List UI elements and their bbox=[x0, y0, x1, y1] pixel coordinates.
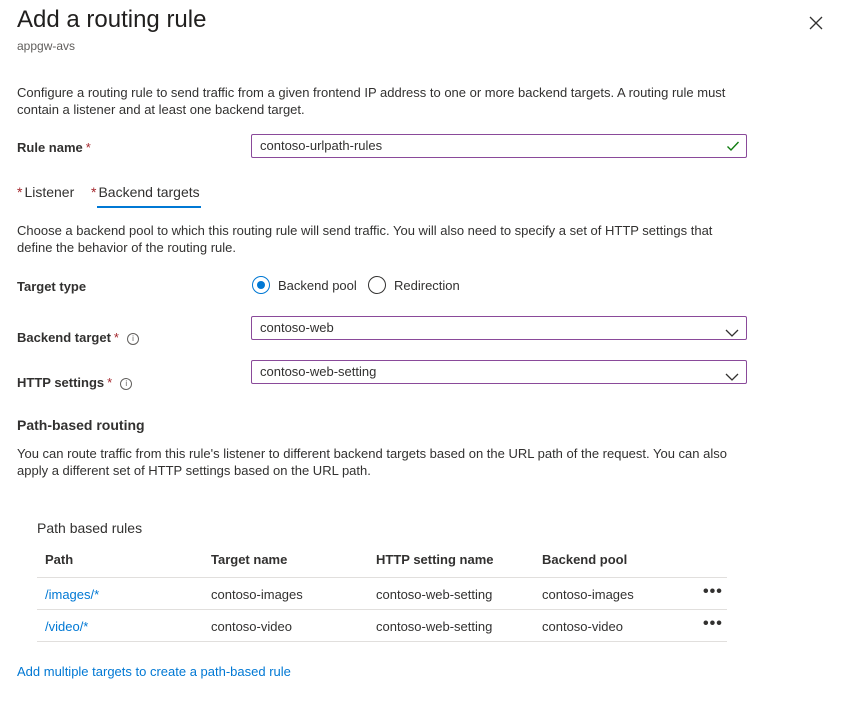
valid-check-icon bbox=[726, 138, 740, 152]
radio-redirection[interactable] bbox=[368, 275, 460, 295]
more-options-icon[interactable]: ••• bbox=[703, 583, 723, 600]
page-subtitle: appgw-avs bbox=[17, 39, 76, 53]
radio-redirection-label: Redirection bbox=[394, 277, 460, 293]
rule-name-value: contoso-urlpath-rules bbox=[260, 138, 383, 153]
required-mark: * bbox=[85, 140, 91, 155]
radio-backend-pool[interactable] bbox=[252, 275, 357, 295]
tab-listener-label: Listener bbox=[24, 184, 75, 200]
http-settings-dropdown[interactable] bbox=[251, 360, 747, 384]
backend-target-label bbox=[17, 330, 139, 345]
tab-listener[interactable] bbox=[17, 184, 74, 200]
tab-required-mark: * bbox=[91, 184, 97, 200]
intro-text: Configure a routing rule to send traffic from a given frontend IP address to one or more backend targets. A routing rule must contain a listener and at least one backend target. bbox=[17, 85, 726, 117]
column-header-backend-pool: Backend pool bbox=[542, 552, 628, 567]
table-divider bbox=[37, 577, 727, 578]
path-routing-description: You can route traffic from this rule's listener to different backend targets based on the URL path of the request. You can also apply a different set of HTTP settings based on the URL path. bbox=[17, 446, 727, 478]
more-options-icon[interactable]: ••• bbox=[703, 615, 723, 632]
tab-required-mark: * bbox=[17, 184, 23, 200]
rule-name-label-text: Rule name bbox=[17, 140, 83, 155]
chevron-down-icon bbox=[725, 367, 739, 377]
target-type-label: Target type bbox=[17, 279, 87, 294]
table-divider bbox=[37, 609, 727, 610]
radio-unselected-icon bbox=[368, 276, 386, 294]
backend-description: Choose a backend pool to which this routing rule will send traffic. You will also need to specify a set of HTTP settings that define the behavior of the routing rule. bbox=[17, 223, 713, 255]
info-icon[interactable]: i bbox=[127, 333, 139, 345]
active-tab-indicator bbox=[97, 206, 201, 208]
rule-name-label bbox=[17, 140, 91, 155]
required-mark: * bbox=[113, 330, 119, 345]
radio-selected-icon bbox=[252, 276, 270, 294]
backend-target-label-text: Backend target bbox=[17, 330, 111, 345]
http-settings-label bbox=[17, 375, 132, 390]
info-icon[interactable]: i bbox=[120, 378, 132, 390]
chevron-down-icon bbox=[725, 323, 739, 333]
table-cell-pool: contoso-images bbox=[542, 587, 634, 602]
path-routing-heading: Path-based routing bbox=[17, 417, 145, 433]
table-cell-setting: contoso-web-setting bbox=[376, 619, 493, 634]
http-settings-label-text: HTTP settings bbox=[17, 375, 105, 390]
add-multiple-targets-link[interactable]: Add multiple targets to create a path-based rule bbox=[17, 664, 291, 679]
column-header-target-name: Target name bbox=[211, 552, 288, 567]
table-cell-target: contoso-video bbox=[211, 619, 292, 634]
table-divider bbox=[37, 641, 727, 642]
rule-name-input[interactable] bbox=[251, 134, 747, 158]
page-title: Add a routing rule bbox=[17, 6, 207, 33]
path-link-images[interactable]: /images/* bbox=[45, 587, 100, 602]
http-settings-value: contoso-web-setting bbox=[260, 364, 377, 379]
radio-backend-pool-label: Backend pool bbox=[278, 277, 357, 293]
path-link-video[interactable]: /video/* bbox=[45, 619, 89, 634]
table-cell-setting: contoso-web-setting bbox=[376, 587, 493, 602]
close-icon[interactable] bbox=[806, 13, 826, 33]
tab-backend-targets[interactable] bbox=[91, 184, 200, 200]
backend-target-dropdown[interactable] bbox=[251, 316, 747, 340]
required-mark: * bbox=[107, 375, 113, 390]
column-header-http-setting: HTTP setting name bbox=[376, 552, 494, 567]
tab-backend-targets-label: Backend targets bbox=[98, 184, 200, 200]
table-cell-pool: contoso-video bbox=[542, 619, 623, 634]
backend-target-value: contoso-web bbox=[260, 320, 334, 335]
column-header-path: Path bbox=[45, 552, 74, 567]
table-cell-target: contoso-images bbox=[211, 587, 303, 602]
path-rules-title: Path based rules bbox=[37, 520, 143, 536]
